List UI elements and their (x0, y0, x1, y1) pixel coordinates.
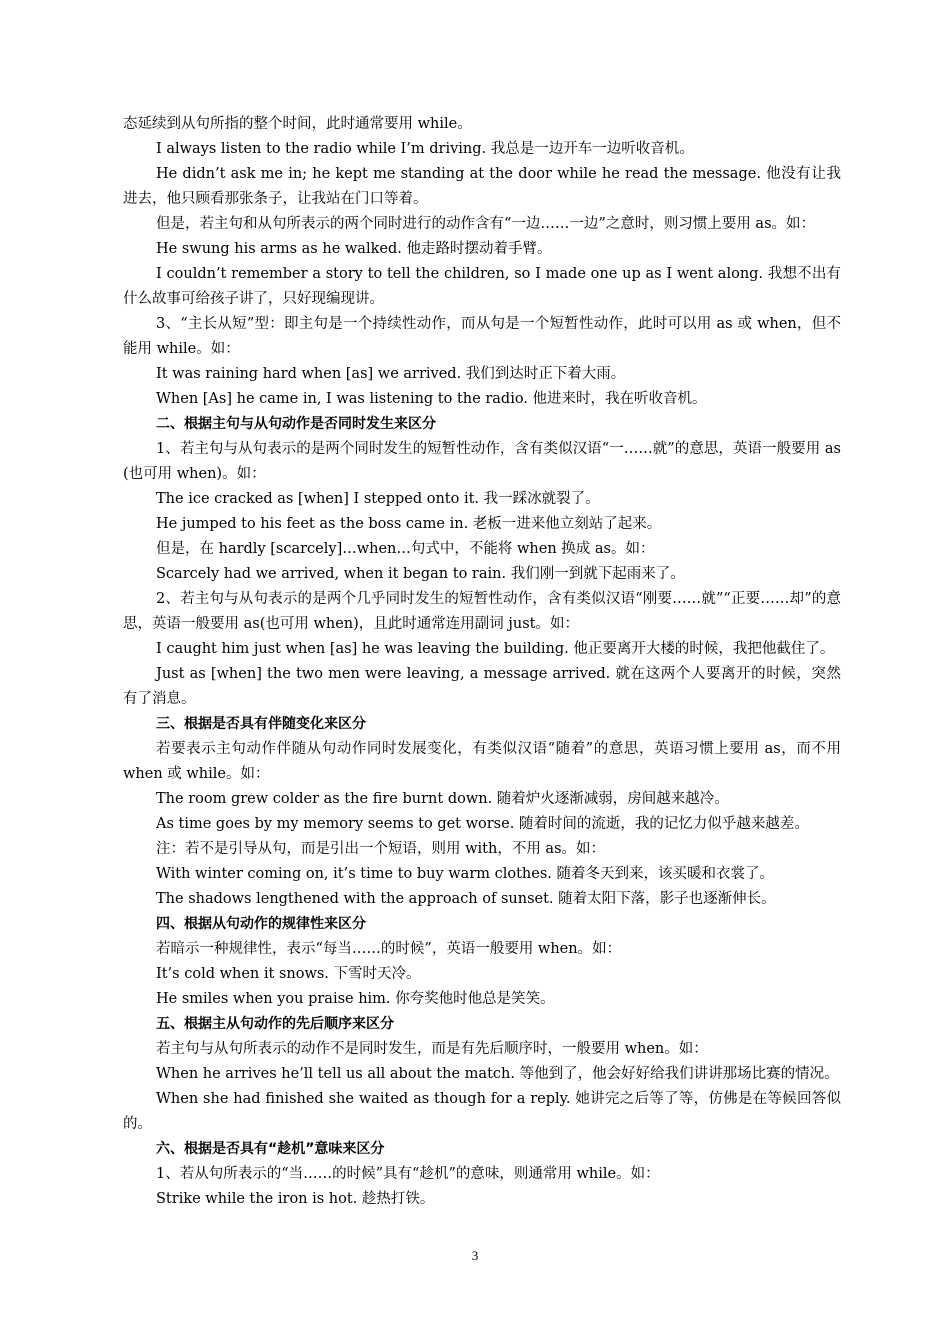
example-sentence: He smiles when you praise him. 你夸奖他时他总是笑笑。 (156, 991, 555, 1007)
example-sentence: I always listen to the radio while I’m driving. 我总是一边开车一边听收音机。 (156, 141, 694, 157)
body-paragraph: 2、若主句与从句表示的是两个几乎同时发生的短暂性动作，含有类似汉语“刚要……就”“正要……却”的意思，英语一般要用 as(也可用 when)，且此时通常连用副词 just。如： (123, 591, 841, 632)
example-sentence: Just as [when] the two men were leaving, a message arrived. 就在这两个人要离开的时候，突然有了消息。 (123, 666, 841, 707)
example-sentence: The room grew colder as the fire burnt down. 随着炉火逐渐减弱，房间越来越冷。 (156, 791, 729, 807)
section-heading: 二、根据主句与从句动作是否同时发生来区分 (156, 416, 436, 432)
example-sentence: He swung his arms as he walked. 他走路时摆动着手臂。 (156, 241, 552, 257)
section-heading: 三、根据是否具有伴随变化来区分 (156, 716, 366, 732)
section-heading: 五、根据主从句动作的先后顺序来区分 (156, 1016, 394, 1032)
body-paragraph: 若要表示主句动作伴随从句动作同时发展变化，有类似汉语“随着”的意思，英语习惯上要用 as，而不用 when 或 while。如： (123, 741, 841, 782)
example-sentence: When [As] he came in, I was listening to the radio. 他进来时，我在听收音机。 (156, 391, 707, 407)
example-sentence: The shadows lengthened with the approach of sunset. 随着太阳下落，影子也逐渐伸长。 (156, 891, 776, 907)
body-paragraph: 3、“主长从短”型：即主句是一个持续性动作，而从句是一个短暂性动作，此时可以用 as 或 when，但不能用 while。如： (123, 316, 841, 357)
body-paragraph: 注：若不是引导从句，而是引出一个短语，则用 with，不用 as。如： (156, 841, 606, 857)
example-sentence: He jumped to his feet as the boss came in. 老板一进来他立刻站了起来。 (156, 516, 662, 532)
body-paragraph: 但是，在 hardly [scarcely]…when…句式中，不能将 when 换成 as。如： (156, 541, 655, 557)
body-paragraph: 1、若主句与从句表示的是两个同时发生的短暂性动作，含有类似汉语“一……就”的意思，英语一般要用 as (也可用 when)。如： (123, 441, 841, 482)
example-sentence: When she had finished she waited as though for a reply. 她讲完之后等了等，仿佛是在等候回答似的。 (123, 1091, 841, 1132)
example-sentence: It was raining hard when [as] we arrived. 我们到达时正下着大雨。 (156, 366, 626, 382)
body-paragraph: 但是，若主句和从句所表示的两个同时进行的动作含有“一边……一边”之意时，则习惯上要用 as。如： (156, 216, 816, 232)
example-sentence: He didn’t ask me in; he kept me standing at the door while he read the message. 他没有让我进去，他只顾看那张条子，让我站在门口等着。 (123, 166, 841, 207)
example-sentence: I couldn’t remember a story to tell the children, so I made one up as I went along. 我想不出有什么故事可给孩子讲了，只好现编现讲。 (123, 266, 841, 307)
example-sentence: It’s cold when it snows. 下雪时天冷。 (156, 966, 421, 982)
body-paragraph: 1、若从句所表示的“当……的时候”具有“趁机”的意味，则通常用 while。如： (156, 1166, 660, 1182)
example-sentence: The ice cracked as [when] I stepped onto it. 我一踩冰就裂了。 (156, 491, 600, 507)
example-sentence: Strike while the iron is hot. 趁热打铁。 (156, 1191, 435, 1207)
section-heading: 四、根据从句动作的规律性来区分 (156, 916, 366, 932)
body-paragraph: 态延续到从句所指的整个时间，此时通常要用 while。 (123, 116, 472, 132)
section-heading: 六、根据是否具有“趁机”意味来区分 (156, 1141, 385, 1157)
example-sentence: When he arrives he’ll tell us all about the match. 等他到了，他会好好给我们讲讲那场比赛的情况。 (156, 1066, 839, 1082)
body-paragraph: 若主句与从句所表示的动作不是同时发生，而是有先后顺序时，一般要用 when。如： (156, 1041, 708, 1057)
example-sentence: Scarcely had we arrived, when it began to rain. 我们刚一到就下起雨来了。 (156, 566, 685, 582)
example-sentence: I caught him just when [as] he was leaving the building. 他正要离开大楼的时候，我把他截住了。 (156, 641, 835, 657)
example-sentence: As time goes by my memory seems to get worse. 随着时间的流逝，我的记忆力似乎越来越差。 (156, 816, 809, 832)
document-body (123, 112, 841, 1212)
body-paragraph: 若暗示一种规律性，表示“每当……的时候”，英语一般要用 when。如： (156, 941, 622, 957)
page-number: 3 (471, 1248, 479, 1263)
example-sentence: With winter coming on, it’s time to buy warm clothes. 随着冬天到来，该买暖和衣裳了。 (156, 866, 775, 882)
